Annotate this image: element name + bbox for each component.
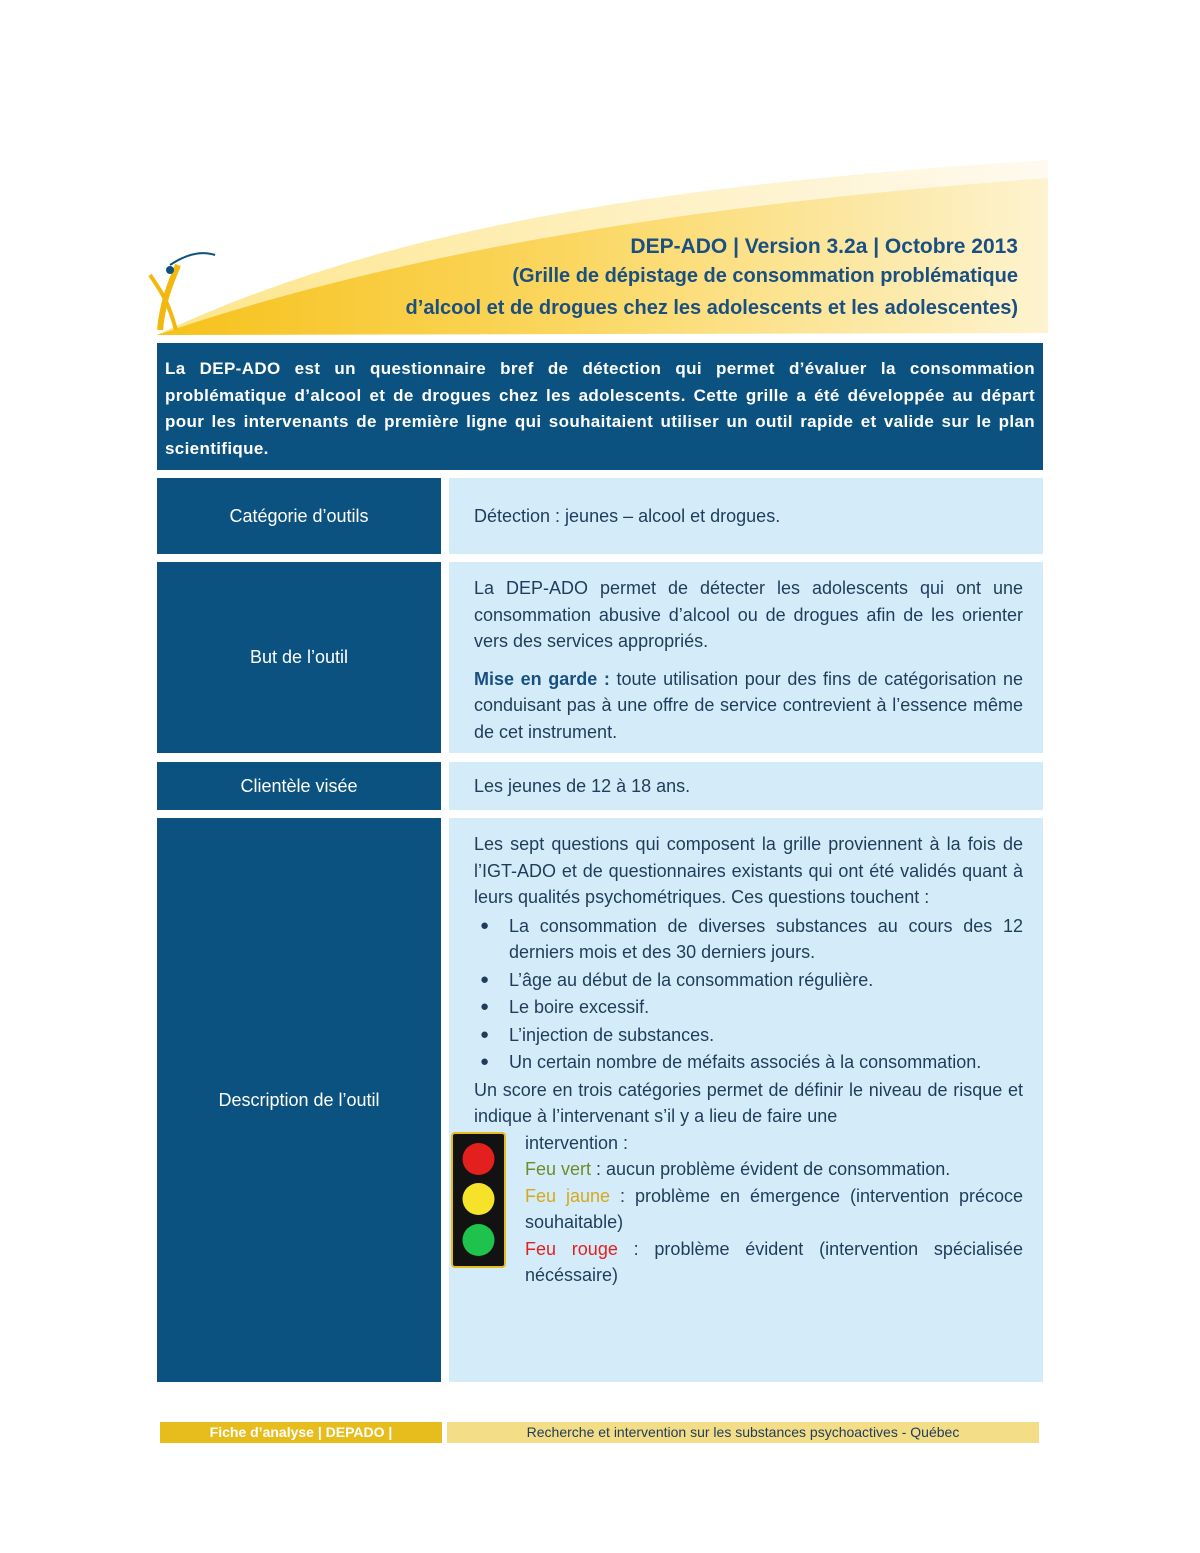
levels-list bbox=[474, 1130, 1023, 1289]
row-label-categorie: Catégorie d’outils bbox=[157, 478, 441, 554]
list-item: ● L’injection de substances. bbox=[474, 1022, 1023, 1049]
bullet-icon: ● bbox=[480, 1025, 490, 1043]
clientele-text: Les jeunes de 12 à 18 ans. bbox=[474, 775, 691, 796]
level-red: Feu rouge : problème évident (intervention spécialisée nécéssaire) bbox=[525, 1238, 1023, 1285]
footer-left: Fiche d’analyse | DEPADO | bbox=[160, 1422, 442, 1443]
red-light bbox=[463, 1143, 495, 1175]
green-light bbox=[463, 1224, 495, 1256]
list-item: ● La consommation de diverses substances au cours des 12 derniers mois et des 30 derniers jours. bbox=[474, 913, 1023, 966]
row-label-but: But de l’outil bbox=[157, 562, 441, 753]
description-intro: Les sept questions qui composent la grille proviennent à la fois de l’IGT-ADO et de questionnaires existants qui ont été validés quant à leurs qualités psychométriques. Ces questions touchent : bbox=[474, 834, 1023, 907]
score-continuation: intervention : bbox=[525, 1132, 629, 1153]
warning-text: toute utilisation pour des fins de catégorisation ne conduisant pas à une offre de service contrevient à l’essence même de cet instrument. bbox=[474, 668, 1023, 742]
bullet-icon: ● bbox=[480, 970, 490, 988]
doc-title: DEP-ADO | Version 3.2a | Octobre 2013 bbox=[630, 235, 1018, 258]
bullet-icon: ● bbox=[480, 1053, 490, 1070]
list-item: ● Un certain nombre de méfaits associés à la consommation. bbox=[474, 1049, 1023, 1076]
bullet-icon: ● bbox=[480, 916, 490, 934]
row-clientele bbox=[157, 762, 1043, 810]
bullet-icon: ● bbox=[480, 998, 490, 1015]
yellow-light bbox=[463, 1183, 495, 1215]
but-text: La DEP-ADO permet de détecter les adolescents qui ont une consommation abusive d’alcool ou de drogues afin de les orienter vers des services appropriés. bbox=[474, 578, 1023, 651]
traffic-light-block bbox=[474, 1130, 1023, 1289]
footer-right: Recherche et intervention sur les substances psychoactives - Québec bbox=[447, 1422, 1039, 1443]
row-value-clientele bbox=[449, 762, 1043, 810]
level-green: Feu vert : aucun problème évident de consommation. bbox=[525, 1159, 951, 1179]
doc-subtitle-line1: (Grille de dépistage de consommation problématique bbox=[512, 265, 1018, 287]
row-description bbox=[157, 818, 1043, 1382]
but-warning bbox=[474, 666, 1023, 746]
row-value-but bbox=[449, 562, 1043, 753]
row-but bbox=[157, 562, 1043, 753]
description-bullets bbox=[474, 913, 1023, 1076]
row-label-clientele: Clientèle visée bbox=[157, 762, 441, 810]
list-item: ● Le boire excessif. bbox=[474, 994, 1023, 1021]
row-value-description bbox=[449, 818, 1043, 1382]
doc-subtitle-line2: d’alcool et de drogues chez les adolescents et les adolescentes) bbox=[405, 297, 1018, 319]
traffic-light-icon bbox=[451, 1132, 506, 1268]
categorie-text: Détection : jeunes – alcool et drogues. bbox=[474, 505, 781, 526]
warning-label: Mise en garde : bbox=[474, 668, 610, 689]
document-header bbox=[406, 232, 1018, 322]
row-categorie bbox=[157, 478, 1043, 554]
row-label-description: Description de l’outil bbox=[157, 818, 441, 1382]
intro-box: La DEP-ADO est un questionnaire bref de détection qui permet d’évaluer la consommation problématique d’alcool et de drogues chez les adolescents. Cette grille a été développée au départ pour les intervenants de première ligne qui souhaitaient utiliser un outil rapide et valide sur le plan scientifique. bbox=[157, 343, 1043, 470]
list-item: ● L’âge au début de la consommation régulière. bbox=[474, 967, 1023, 994]
score-text: Un score en trois catégories permet de définir le niveau de risque et indique à l’intervenant s’il y a lieu de faire une bbox=[474, 1079, 1023, 1126]
level-yellow: Feu jaune : problème en émergence (intervention précoce souhaitable) bbox=[525, 1185, 1024, 1232]
row-value-categorie bbox=[449, 478, 1043, 554]
